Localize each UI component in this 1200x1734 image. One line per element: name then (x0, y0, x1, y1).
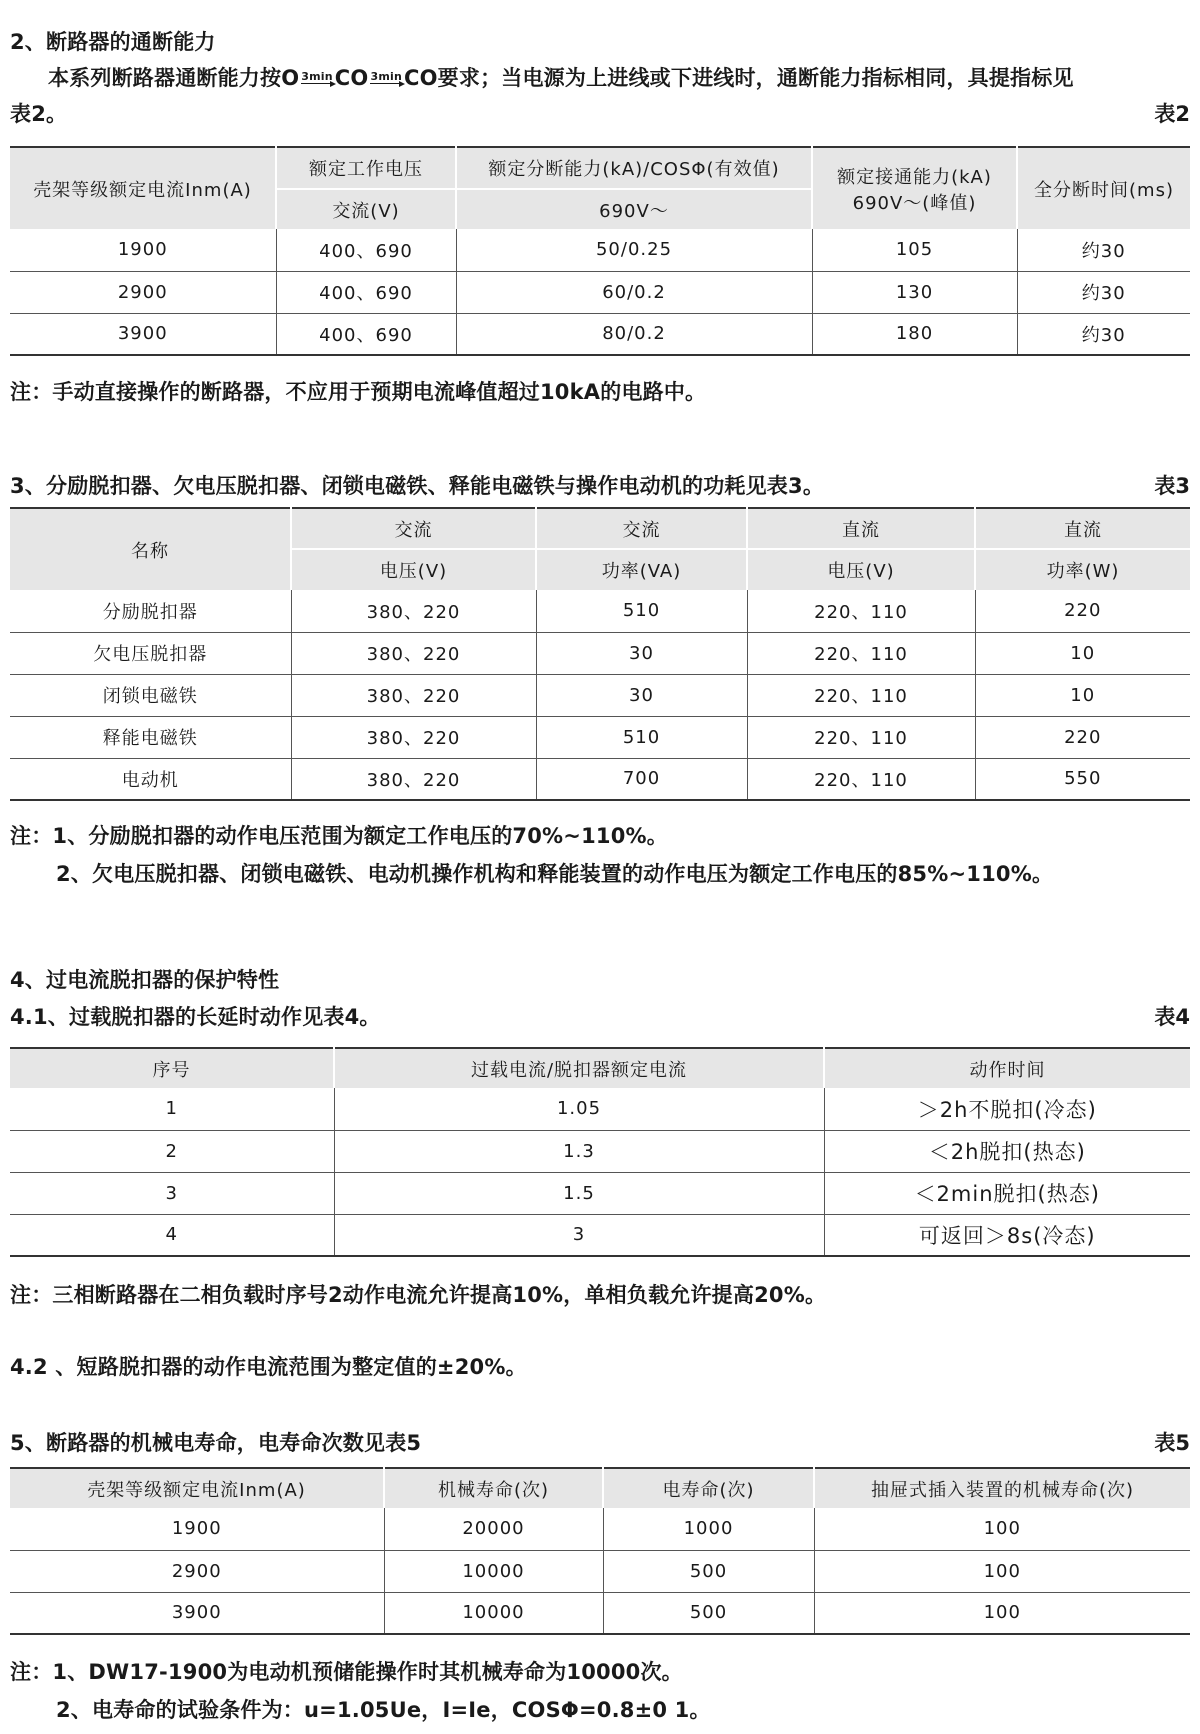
cell: 220、110 (747, 674, 975, 716)
th-ac-voltage: 电压(V) (291, 549, 536, 590)
cell: 100 (814, 1508, 1190, 1550)
table-row (10, 1592, 1190, 1634)
cell: ＜2h脱扣(热态) (824, 1130, 1190, 1172)
table-row (10, 271, 1190, 313)
th-name: 名称 (10, 508, 291, 590)
section-3-note-2: 2、欠电压脱扣器、闭锁电磁铁、电动机操作机构和释能装置的动作电压为额定工作电压的85%~110%。 (56, 862, 1054, 886)
section-5-note-2: 2、电寿命的试验条件为：u=1.05Ue，I=Ie，COSΦ=0.8±0 1。 (56, 1698, 711, 1722)
section-4-2-text: 4.2 、短路脱扣器的动作电流范围为整定值的±20%。 (10, 1355, 527, 1379)
th-frame-current: 壳架等级额定电流Inm(A) (10, 147, 276, 229)
th-690v: 690V～ (456, 189, 812, 229)
cell: 可返回＞8s(冷态) (824, 1214, 1190, 1256)
table-row (10, 716, 1190, 758)
table-4-label: 表4 (1154, 1005, 1190, 1029)
th-no: 序号 (10, 1048, 334, 1088)
th-making-capacity-line1: 额定接通能力(kA) (837, 166, 992, 188)
cell: 220 (975, 590, 1190, 632)
th-making-capacity-line2: 690V～(峰值) (852, 192, 977, 214)
table-row (10, 1550, 1190, 1592)
section-4-1-heading: 4.1、过载脱扣器的长延时动作见表4。 (10, 1005, 381, 1029)
cell: 1000 (603, 1508, 814, 1550)
table-row (10, 674, 1190, 716)
cell: 10000 (384, 1592, 603, 1634)
cell: 400、690 (276, 313, 456, 355)
cell: 510 (536, 590, 747, 632)
cell: ＞2h不脱扣(冷态) (824, 1088, 1190, 1130)
cell: 10000 (384, 1550, 603, 1592)
table-row (10, 590, 1190, 632)
th-action-time: 动作时间 (824, 1048, 1190, 1088)
arrow-3min-2: 3min (370, 70, 402, 83)
cell: 2 (10, 1130, 334, 1172)
cell: 1900 (10, 1508, 384, 1550)
cell: 220、110 (747, 632, 975, 674)
cell: 500 (603, 1592, 814, 1634)
cell: 220、110 (747, 590, 975, 632)
cell: 2900 (10, 271, 276, 313)
th-ac-2: 交流 (536, 508, 747, 549)
section-4-heading: 4、过电流脱扣器的保护特性 (10, 968, 280, 992)
cell: 10 (975, 674, 1190, 716)
section-3-heading: 3、分励脱扣器、欠电压脱扣器、闭锁电磁铁、释能电磁铁与操作电动机的功耗见表3。 (10, 474, 825, 498)
cell: 30 (536, 632, 747, 674)
cell: 380、220 (291, 590, 536, 632)
th-ac-voltage: 交流(V) (276, 189, 456, 229)
cell: 3900 (10, 313, 276, 355)
table-row (10, 1508, 1190, 1550)
th-dc-power: 功率(W) (975, 549, 1190, 590)
cell: 1.5 (334, 1172, 824, 1214)
cell: 510 (536, 716, 747, 758)
th-ac-1: 交流 (291, 508, 536, 549)
th-dc-voltage: 电压(V) (747, 549, 975, 590)
table-4 (10, 1047, 1190, 1257)
cell: 105 (812, 229, 1017, 271)
cell: 10 (975, 632, 1190, 674)
cell: 380、220 (291, 716, 536, 758)
cell: 2900 (10, 1550, 384, 1592)
section-2-intro-end: 表2。 (10, 102, 68, 126)
table-5 (10, 1467, 1190, 1635)
cell: 1.3 (334, 1130, 824, 1172)
cell: 400、690 (276, 271, 456, 313)
cell: 380、220 (291, 632, 536, 674)
table-3 (10, 507, 1190, 801)
table-2 (10, 146, 1190, 356)
th-frame-current: 壳架等级额定电流Inm(A) (10, 1468, 384, 1508)
cell: 380、220 (291, 674, 536, 716)
cell: 释能电磁铁 (10, 716, 291, 758)
cell: 220 (975, 716, 1190, 758)
arrow-3min-1: 3min (301, 70, 333, 83)
table-row (10, 1088, 1190, 1130)
cell: ＜2min脱扣(热态) (824, 1172, 1190, 1214)
table-5-label: 表5 (1154, 1431, 1190, 1455)
cell: 220、110 (747, 716, 975, 758)
cell: 约30 (1017, 271, 1190, 313)
table-row (10, 632, 1190, 674)
th-rated-voltage: 额定工作电压 (276, 147, 456, 189)
th-making-capacity (812, 147, 1017, 229)
table-row (10, 1130, 1190, 1172)
table-row (10, 229, 1190, 271)
th-ratio: 过载电流/脱扣器额定电流 (334, 1048, 824, 1088)
cell: 1.05 (334, 1088, 824, 1130)
th-ac-power: 功率(VA) (536, 549, 747, 590)
cell: 3 (334, 1214, 824, 1256)
cell: 100 (814, 1592, 1190, 1634)
section-2-heading: 2、断路器的通断能力 (10, 30, 216, 54)
cell: 欠电压脱扣器 (10, 632, 291, 674)
section-5-heading: 5、断路器的机械电寿命，电寿命次数见表5 (10, 1431, 422, 1455)
cell: 电动机 (10, 758, 291, 800)
cell: 180 (812, 313, 1017, 355)
cell: 500 (603, 1550, 814, 1592)
table-3-label: 表3 (1154, 474, 1190, 498)
cell: 130 (812, 271, 1017, 313)
table-row (10, 313, 1190, 355)
intro-text-a: 本系列断路器通断能力按O (48, 66, 300, 90)
cell: 400、690 (276, 229, 456, 271)
th-mech-life: 机械寿命(次) (384, 1468, 603, 1508)
intro-co-2: CO要求；当电源为上进线或下进线时，通断能力指标相同，具提指标见 (404, 66, 1074, 90)
cell: 闭锁电磁铁 (10, 674, 291, 716)
section-4-note: 注：三相断路器在二相负载时序号2动作电流允许提高10%，单相负载允许提高20%。 (10, 1283, 827, 1307)
cell: 380、220 (291, 758, 536, 800)
cell: 3 (10, 1172, 334, 1214)
section-3-note-1: 注：1、分励脱扣器的动作电压范围为额定工作电压的70%~110%。 (10, 824, 668, 848)
th-break-time: 全分断时间(ms) (1017, 147, 1190, 229)
cell: 550 (975, 758, 1190, 800)
cell: 1 (10, 1088, 334, 1130)
cell: 4 (10, 1214, 334, 1256)
section-2-intro (48, 62, 1074, 92)
cell: 80/0.2 (456, 313, 812, 355)
th-breaking-capacity: 额定分断能力(kA)/COSΦ(有效值) (456, 147, 812, 189)
table-row (10, 1214, 1190, 1256)
cell: 分励脱扣器 (10, 590, 291, 632)
cell: 约30 (1017, 313, 1190, 355)
cell: 30 (536, 674, 747, 716)
cell: 700 (536, 758, 747, 800)
section-2-note: 注：手动直接操作的断路器，不应用于预期电流峰值超过10kA的电路中。 (10, 380, 707, 404)
table-row (10, 1172, 1190, 1214)
cell: 60/0.2 (456, 271, 812, 313)
section-5-note-1: 注：1、DW17-1900为电动机预储能操作时其机械寿命为10000次。 (10, 1660, 683, 1684)
cell: 220、110 (747, 758, 975, 800)
th-elec-life: 电寿命(次) (603, 1468, 814, 1508)
cell: 1900 (10, 229, 276, 271)
cell: 约30 (1017, 229, 1190, 271)
cell: 3900 (10, 1592, 384, 1634)
table-row (10, 758, 1190, 800)
cell: 50/0.25 (456, 229, 812, 271)
cell: 100 (814, 1550, 1190, 1592)
th-dc-2: 直流 (975, 508, 1190, 549)
th-drawer-life: 抽屉式插入装置的机械寿命(次) (814, 1468, 1190, 1508)
th-dc-1: 直流 (747, 508, 975, 549)
cell: 20000 (384, 1508, 603, 1550)
table-2-label: 表2 (1154, 102, 1190, 126)
intro-co-1: CO (334, 66, 369, 90)
